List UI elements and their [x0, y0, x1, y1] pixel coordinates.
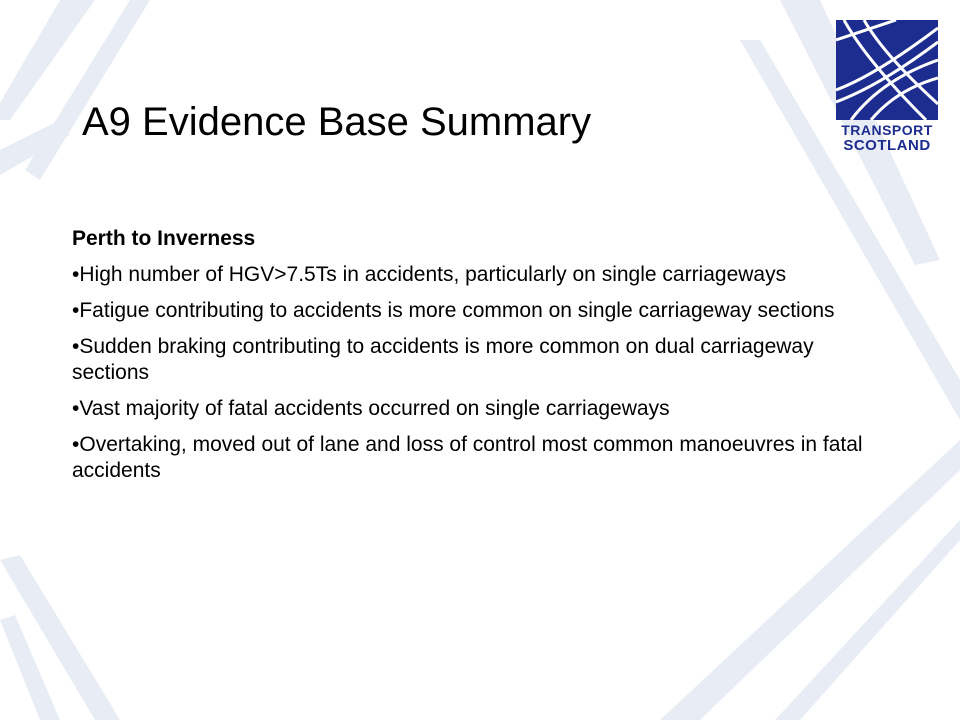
subheading: Perth to Inverness	[72, 227, 256, 250]
bullet-marker: •	[72, 335, 80, 358]
bullet-marker: •	[72, 397, 80, 420]
logo-text-transport: TRANSPORT	[841, 122, 933, 138]
content-body	[72, 224, 892, 494]
bullet-list	[72, 262, 892, 484]
slide-title: A9 Evidence Base Summary	[82, 100, 592, 144]
bullet-item	[72, 432, 892, 484]
transport-scotland-logo	[836, 20, 938, 156]
road-junction-logo-icon	[836, 20, 938, 120]
bullet-item	[72, 262, 892, 288]
bullet-text: High number of HGV>7.5Ts in accidents, particularly on single carriageways	[79, 263, 787, 286]
bullet-marker: •	[72, 433, 80, 456]
bullet-text: Vast majority of fatal accidents occurred on single carriageways	[79, 397, 670, 420]
bullet-marker: •	[72, 299, 80, 322]
bullet-text: Overtaking, moved out of lane and loss of control most common manoeuvres in fatal accidents	[72, 433, 863, 482]
bullet-item	[72, 334, 892, 386]
bullet-item	[72, 298, 892, 324]
logo-text-scotland: SCOTLAND	[843, 137, 931, 154]
bullet-text: Sudden braking contributing to accidents is more common on dual carriageway sections	[72, 335, 814, 384]
bullet-text: Fatigue contributing to accidents is more common on single carriageway sections	[79, 299, 835, 322]
bullet-marker: •	[72, 263, 80, 286]
bullet-item	[72, 396, 892, 422]
